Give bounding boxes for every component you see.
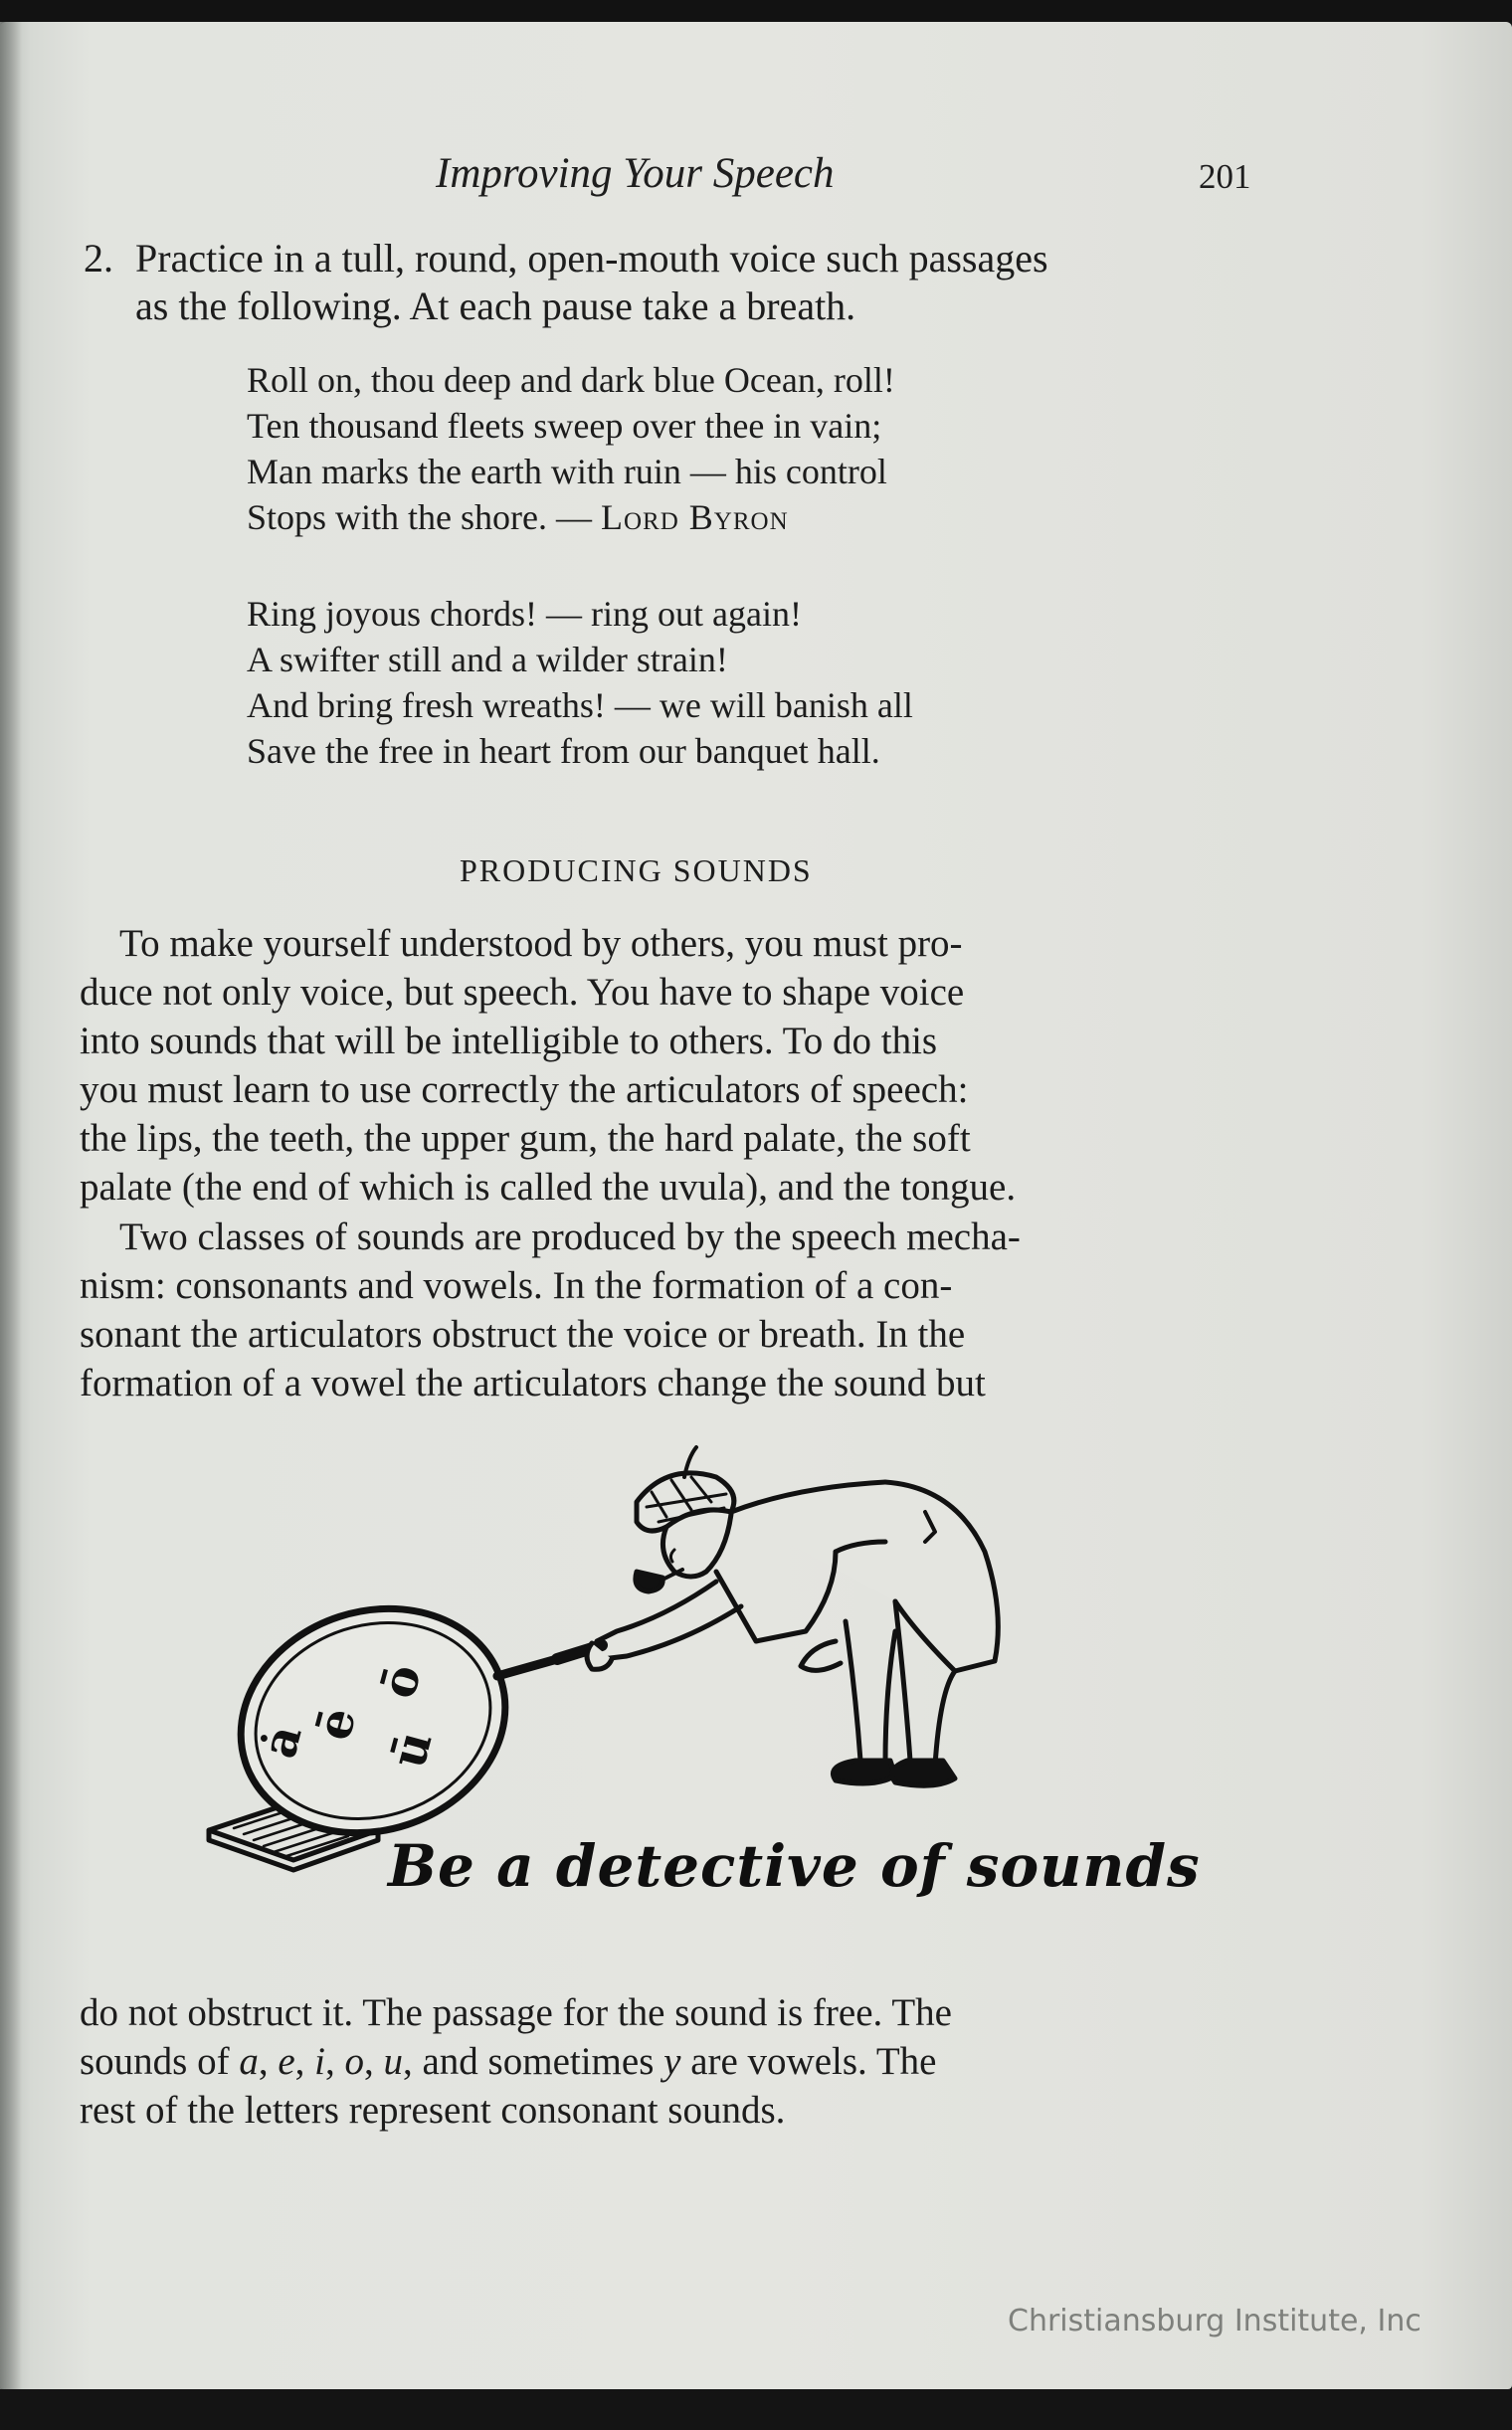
text-run: , (258, 2040, 279, 2083)
poem-line: A swifter still and a wilder strain! (247, 640, 728, 679)
poem-line: Ring joyous chords! — ring out again! (247, 594, 802, 634)
vowel-e: e (278, 2040, 295, 2083)
vowel-o: o (344, 2040, 364, 2083)
running-head: Improving Your Speech (436, 150, 835, 197)
vowel-a: a (239, 2040, 259, 2083)
exercise-line: as the following. At each pause take a breath. (135, 283, 856, 328)
exercise-item (84, 235, 1267, 330)
lens-letter-e: ē (305, 1702, 368, 1747)
poem-line-text: Stops with the shore. — (247, 497, 601, 537)
paragraph-vowels (80, 1988, 1255, 2135)
text-run: sounds of (80, 2040, 240, 2083)
paragraph-line: palate (the end of which is called the uvula), and the tongue. (80, 1166, 1017, 1209)
watermark: Christiansburg Institute, Inc (1008, 2304, 1421, 2338)
paragraph-line: To make yourself understood by others, you must pro- (119, 922, 963, 965)
poem-line: Roll on, thou deep and dark blue Ocean, roll! (247, 360, 895, 400)
page-bottom-edge (0, 2389, 1512, 2430)
paragraph-line: you must learn to use correctly the articulators of speech: (80, 1068, 969, 1111)
poem-byron (247, 357, 1142, 540)
paragraph-line: duce not only voice, but speech. You have to shape voice (80, 971, 965, 1014)
paragraph-articulators (80, 919, 1255, 1212)
poem-line: Ten thousand fleets sweep over thee in vain; (247, 406, 882, 446)
paragraph-line: Two classes of sounds are produced by the speech mecha- (119, 1215, 1021, 1258)
lens-letter-a: ȧ (251, 1719, 313, 1765)
text-run: , and sometimes (403, 2040, 664, 2083)
vowel-y: y (663, 2040, 681, 2083)
illustration-caption: Be a detective of sounds (388, 1832, 1201, 1900)
poem-line: Save the free in heart from our banquet hall. (247, 731, 880, 771)
paragraph-line: formation of a vowel the articulators change the sound but (80, 1362, 986, 1404)
section-heading: PRODUCING SOUNDS (460, 852, 813, 888)
poem-attribution: Lord Byron (601, 497, 789, 537)
poem-line: Man marks the earth with ruin — his control (247, 452, 887, 491)
paragraph-line-vowels (80, 2037, 1255, 2086)
paragraph-line: sonant the articulators obstruct the voice or breath. In the (80, 1313, 966, 1356)
exercise-line: Practice in a tull, round, open-mouth voice such passages (135, 236, 1048, 280)
poem-line: And bring fresh wreaths! — we will banish all (247, 685, 913, 725)
vowel-i: i (314, 2040, 325, 2083)
pipe-icon (636, 1570, 682, 1591)
text-run: , (364, 2040, 384, 2083)
exercise-number: 2. (84, 236, 113, 280)
page-number: 201 (1199, 157, 1251, 196)
text-run: , (294, 2040, 315, 2083)
paragraph-sound-classes (80, 1213, 1255, 1407)
paragraph-line: do not obstruct it. The passage for the sound is free. The (80, 1991, 952, 2034)
shoes-icon (834, 1761, 956, 1785)
lens-letter-o: ō (370, 1658, 433, 1705)
paragraph-line: the lips, the teeth, the upper gum, the hard palate, the soft (80, 1117, 971, 1160)
paragraph-line: into sounds that will be intelligible to others. To do this (80, 1020, 938, 1062)
paragraph-line: rest of the letters represent consonant sounds. (80, 2089, 786, 2132)
paragraph-line: nism: consonants and vowels. In the formation of a con- (80, 1264, 953, 1307)
poem-second (247, 591, 1142, 774)
page-gutter-shadow (0, 22, 22, 2389)
poem-line (247, 494, 1142, 540)
lens-letter-u: ū (380, 1725, 444, 1775)
text-run: , (325, 2040, 345, 2083)
detective-hat-icon (637, 1447, 734, 1531)
text-run: are vowels. The (680, 2040, 937, 2083)
vowel-u: u (383, 2040, 403, 2083)
